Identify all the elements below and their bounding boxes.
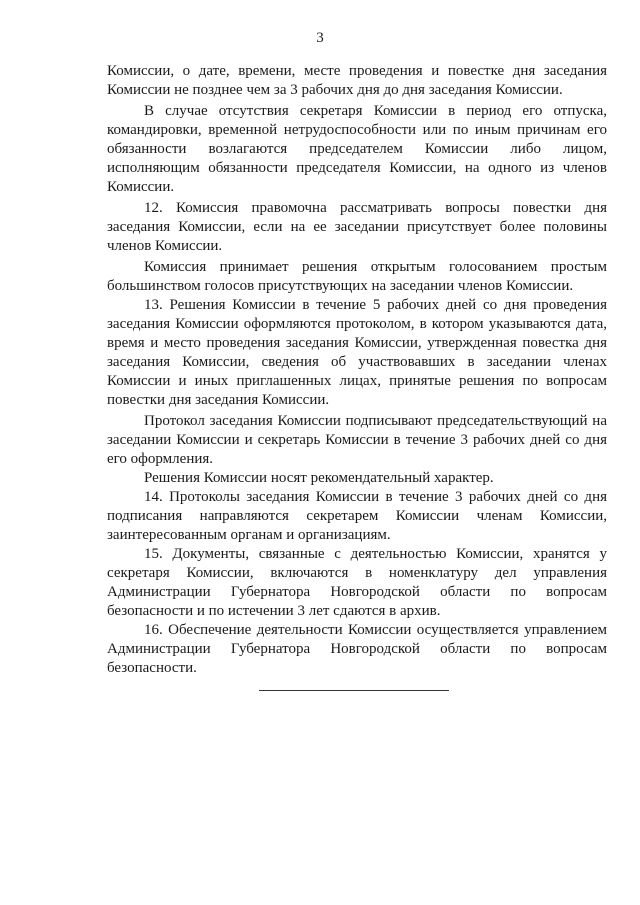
document-body bbox=[107, 62, 607, 678]
paragraph-item-14: 14. Протоколы заседания Комиссии в течение 3 рабочих дней со дня подписания направляются секретарем Комиссии членам Комиссии, заинтересованным органам и организациям. bbox=[107, 489, 607, 543]
page-number: 3 bbox=[316, 30, 324, 46]
paragraph-item-13: 13. Решения Комиссии в течение 5 рабочих дней со дня проведения заседания Комиссии оформляются протоколом, в котором указываются дата, время и место проведения заседания Комиссии, утвержденная повестка дня заседания Комиссии, сведения об участвовавших в заседании членах Комиссии и иных приглашенных лицах, принятые решения по вопросам повестки дня заседания Комиссии. bbox=[107, 297, 607, 408]
paragraph-voting: Комиссия принимает решения открытым голосованием простым большинством голосов присутствующих на заседании членов Комиссии. bbox=[107, 259, 607, 294]
paragraph-item-16: 16. Обеспечение деятельности Комиссии осуществляется управлением Администрации Губернатора Новгородской области по вопросам безопасности. bbox=[107, 622, 607, 676]
paragraph-advisory: Решения Комиссии носят рекомендательный характер. bbox=[144, 470, 494, 486]
paragraph-item-12: 12. Комиссия правомочна рассматривать вопросы повестки дня заседания Комиссии, если на ее заседании присутствует более половины членов Комиссии. bbox=[107, 200, 607, 254]
paragraph-protocol-signing: Протокол заседания Комиссии подписывают председательствующий на заседании Комиссии и секретарь Комиссии в течение 3 рабочих дней со дня его оформления. bbox=[107, 413, 607, 467]
paragraph-secretary-absence: В случае отсутствия секретаря Комиссии в период его отпуска, командировки, временной нетрудоспособности или по иным причинам его обязанности возлагаются председателем Комиссии либо лицом, исполняющим обязанности председателя Комиссии, на одного из членов Комиссии. bbox=[107, 103, 607, 195]
paragraph-item-15: 15. Документы, связанные с деятельностью Комиссии, хранятся у секретаря Комиссии, включаются в номенклатуру дел управления Администрации Губернатора Новгородской области по вопросам безопасности и по истечении 3 лет сдаются в архив. bbox=[107, 546, 607, 619]
paragraph-continuation: Комиссии, о дате, времени, месте проведения и повестке дня заседания Комиссии не позднее чем за 3 рабочих дня до дня заседания Комиссии. bbox=[107, 63, 607, 98]
end-of-document-rule bbox=[259, 690, 449, 691]
